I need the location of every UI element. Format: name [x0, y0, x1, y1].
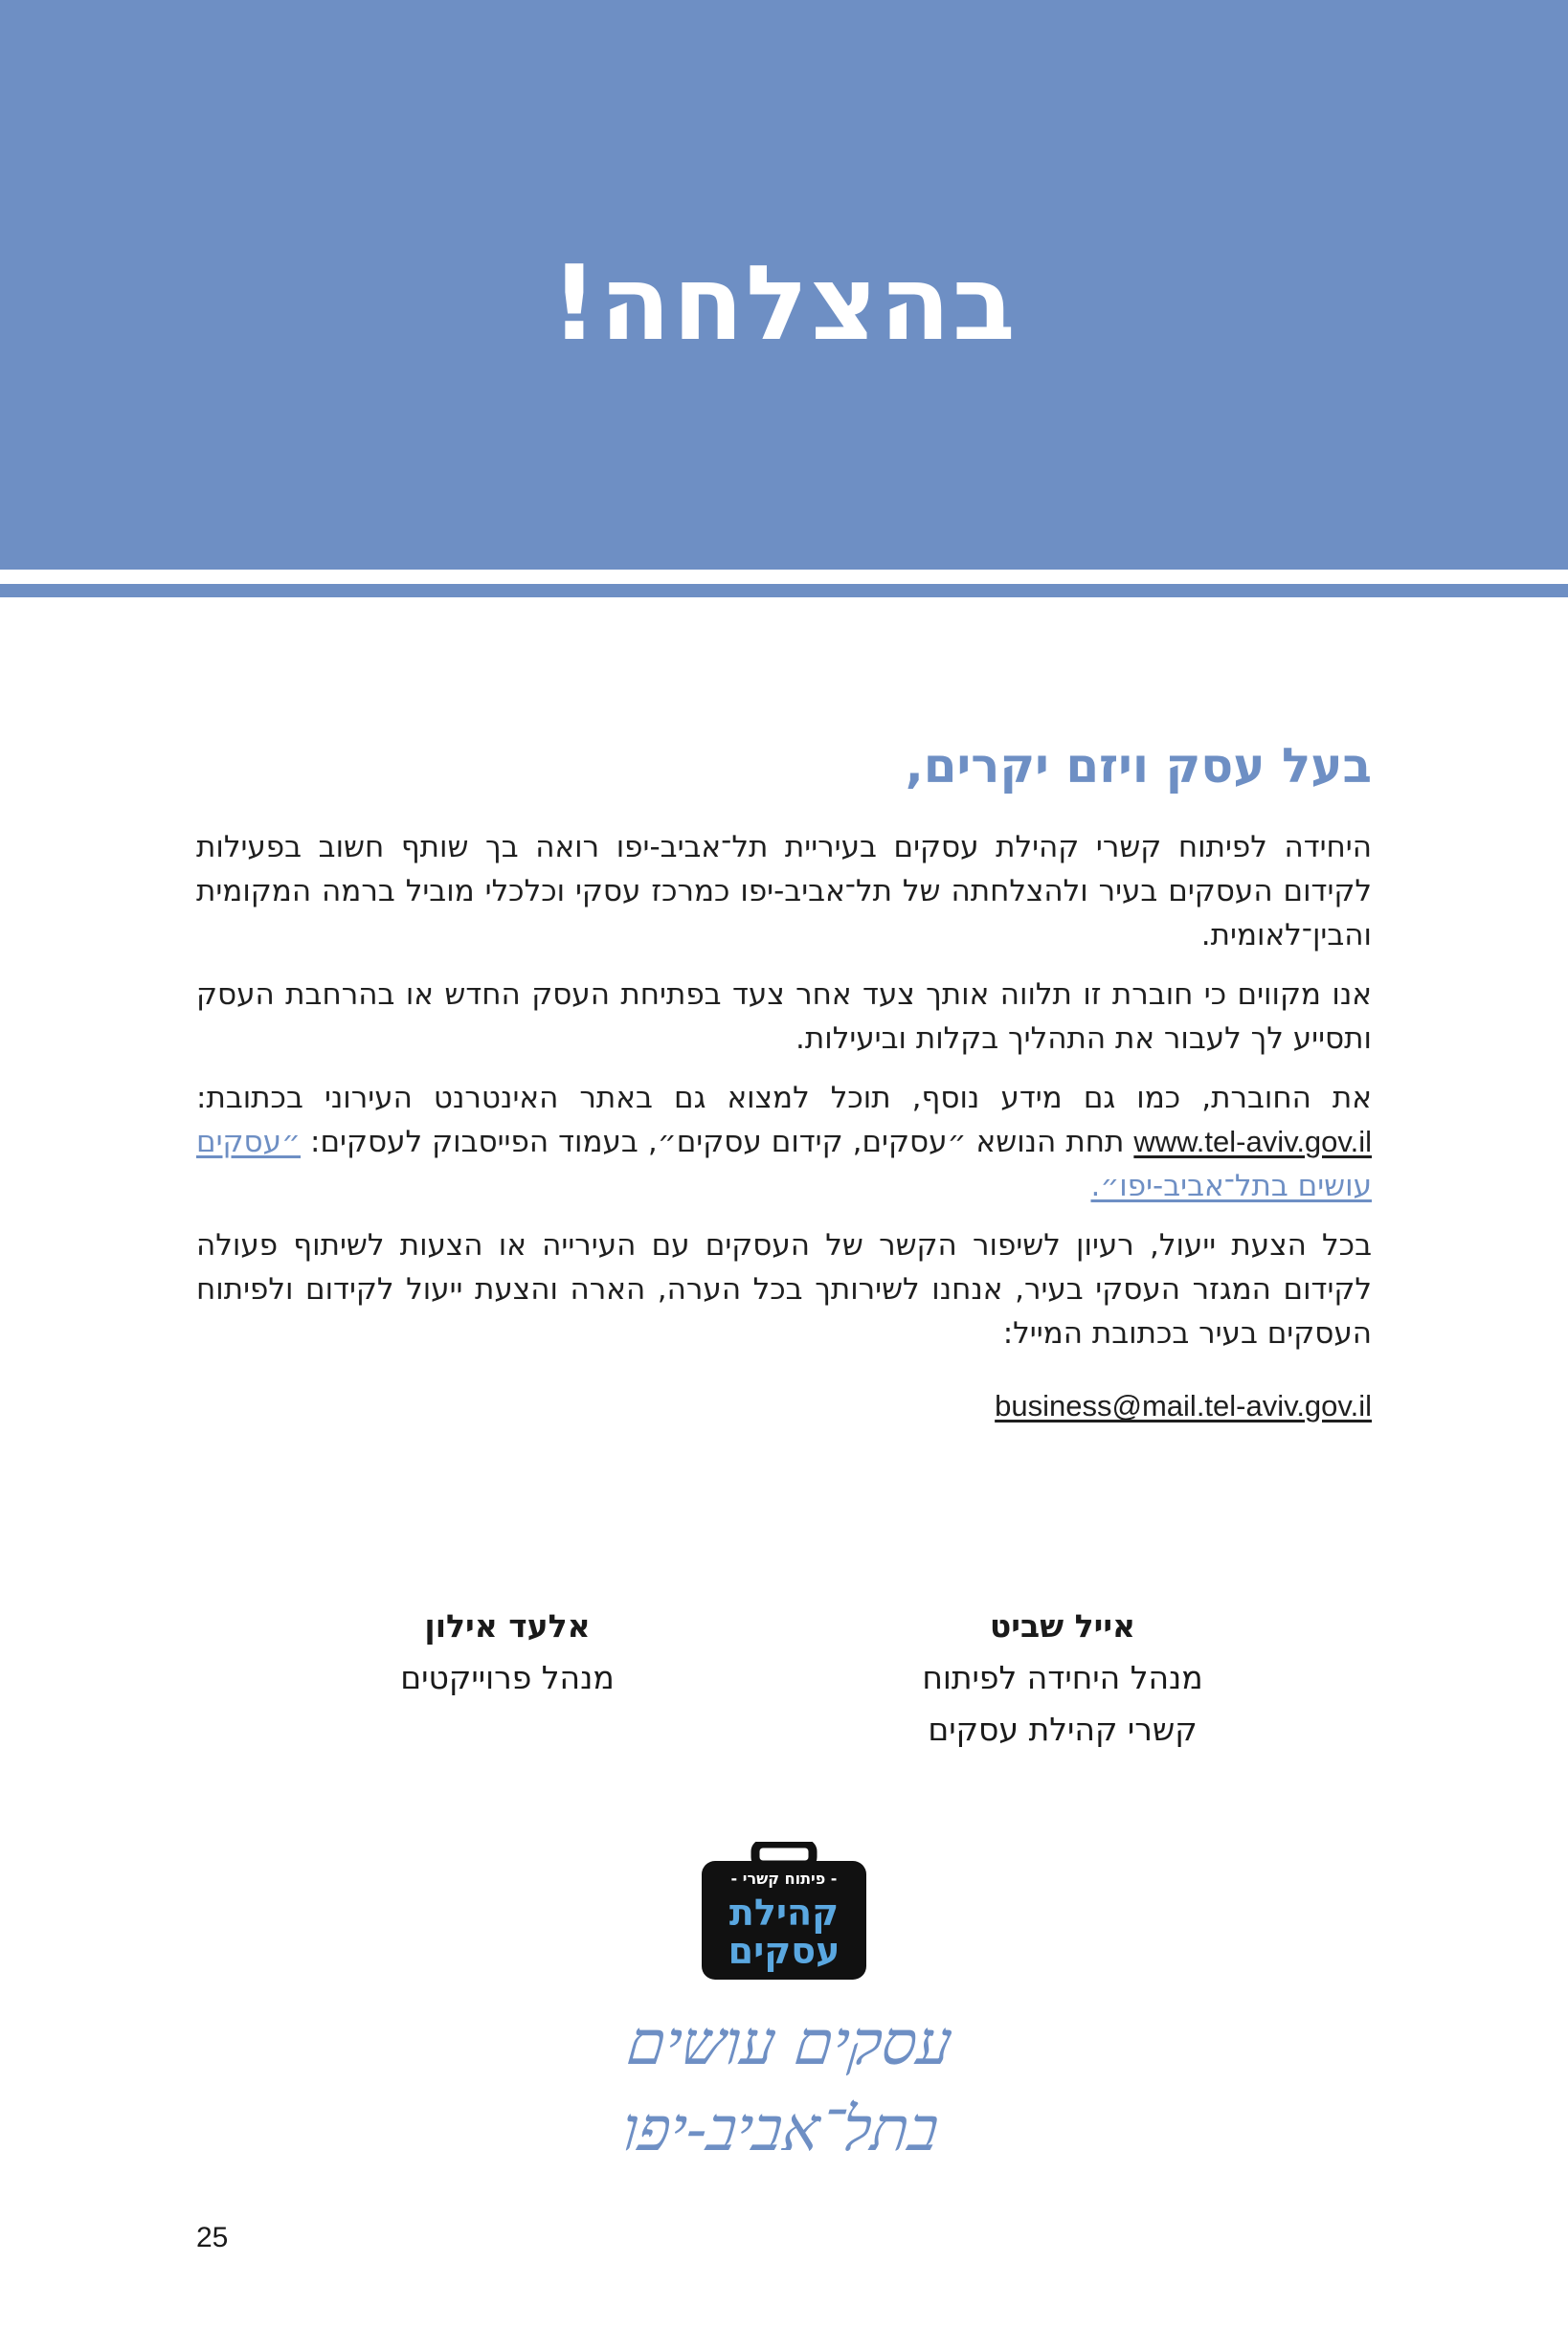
signature-title-line: מנהל פרוייקטים	[400, 1659, 615, 1696]
signature-title-line: מנהל היחידה לפיתוח	[922, 1659, 1203, 1696]
paragraph-intro: היחידה לפיתוח קשרי קהילת עסקים בעיריית תל־אביב-יפו רואה בך שותף חשוב בפעילות לקידום העסקים בעיר ולהצלחתה של תל־אביב-יפו כמרכז עסקי וכלכלי מוביל ברמה המקומית והבין־לאומית.	[196, 830, 1372, 952]
signature-elad-ilon	[306, 1601, 708, 1704]
paragraph-info	[196, 1076, 1372, 1208]
signature-name: אייל שביט	[989, 1607, 1136, 1645]
signature-eyal-shavit	[862, 1601, 1264, 1756]
paragraph-feedback: בכל הצעת ייעול, רעיון לשיפור הקשר של העסקים עם העירייה או הצעות לשיתוף פעולה לקידום המגזר העסקי בעיר, אנחנו לשירותך בכל הערה, הארה והצעת ייעול לקידום ולפיתוח העסקים בעיר בכתובת המייל:	[196, 1228, 1372, 1351]
website-link[interactable]: www.tel-aviv.gov.il	[1133, 1125, 1372, 1158]
signature-title-line: קשרי קהילת עסקים	[928, 1711, 1198, 1748]
logo-line-2: עסקים	[728, 1930, 840, 1972]
paragraph-info-mid: תחת הנושא ״עסקים, קידום עסקים״, בעמוד הפייסבוק לעסקים:	[301, 1125, 1134, 1159]
letter-body	[196, 728, 1372, 1428]
email-line	[196, 1384, 1372, 1428]
paragraph-info-start: את החוברת, כמו גם מידע נוסף, תוכל למצוא גם באתר האינטרנט העירוני בכתובת:	[196, 1081, 1372, 1115]
logo-small-text: - פיתוח קשרי -	[730, 1870, 838, 1888]
hero-divider-stripe	[0, 584, 1568, 597]
page-number: 25	[196, 2222, 229, 2253]
hero-banner	[0, 0, 1568, 570]
letter-greeting: בעל עסק ויזם יקרים,	[905, 738, 1372, 794]
hero-title: בהצלחה!	[550, 244, 1018, 364]
signature-name: אלעד אילון	[424, 1607, 591, 1645]
slogan-script: עסקים עושים בתל־אביב-יפו	[618, 2008, 955, 2165]
logo-line-1: קהילת	[728, 1892, 840, 1934]
email-link[interactable]: business@mail.tel-aviv.gov.il	[995, 1389, 1372, 1422]
paragraph-hope: אנו מקווים כי חוברת זו תלווה אותך צעד אחר צעד בפתיחת העסק החדש או בהרחבת העסק ותסייע לך לעבור את התהליך בקלות וביעילות.	[196, 977, 1372, 1056]
facebook-page-link[interactable]: ״עסקים עושים בתל־אביב-יפו״.	[196, 1125, 1372, 1203]
